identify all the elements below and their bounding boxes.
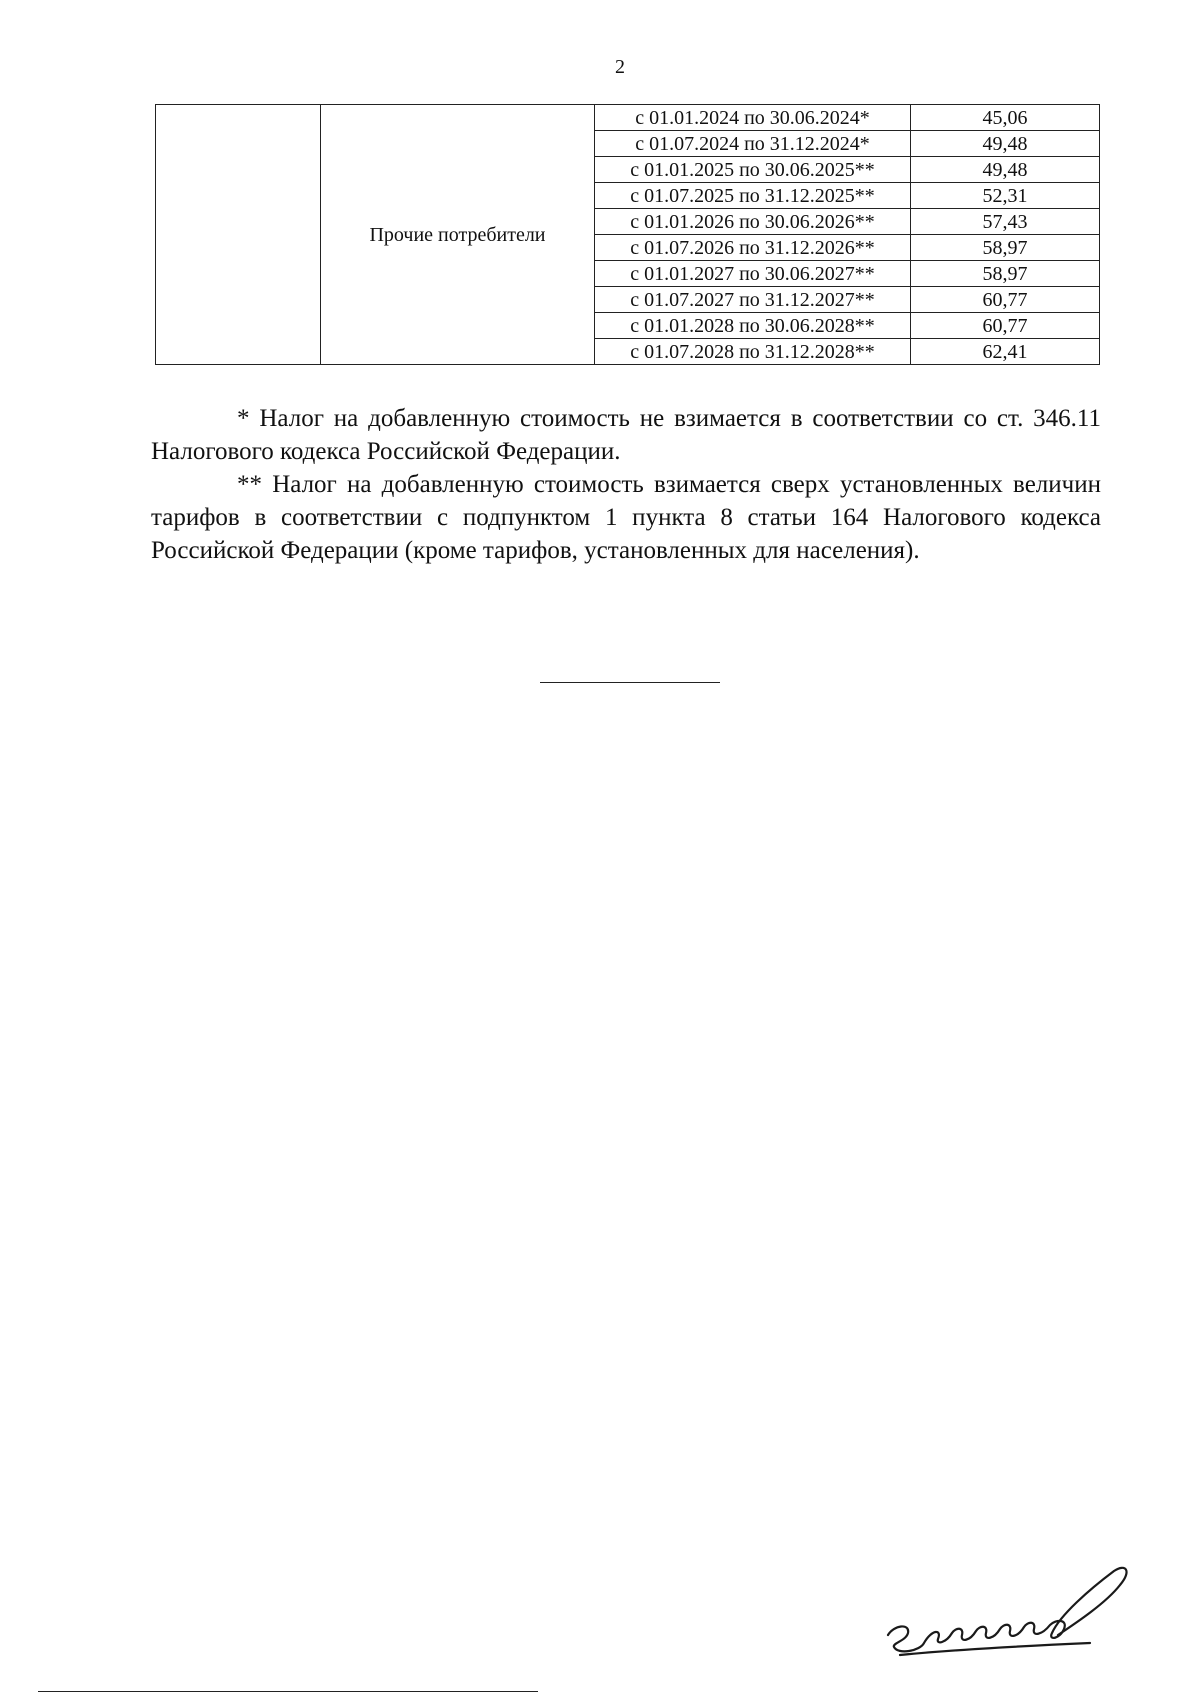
period-cell: с 01.01.2026 по 30.06.2026** xyxy=(595,209,911,235)
footnote-vat-charged: ** Налог на добавленную стоимость взимается сверх установленных величин тарифов в соответствии с подпунктом 1 пункта 8 статьи 164 Налогового кодекса Российской Федерации (кроме тарифов, установленных для населения). xyxy=(151,471,1101,564)
tariff-value-cell: 57,43 xyxy=(911,209,1100,235)
period-cell: с 01.07.2026 по 31.12.2026** xyxy=(595,235,911,261)
tariff-value-cell: 58,97 xyxy=(911,261,1100,287)
footnotes xyxy=(151,402,1101,567)
period-cell: с 01.01.2025 по 30.06.2025** xyxy=(595,157,911,183)
tariff-value-cell: 52,31 xyxy=(911,183,1100,209)
tariff-value-cell: 62,41 xyxy=(911,339,1100,365)
tariff-table-body xyxy=(156,105,1100,365)
period-cell: с 01.07.2024 по 31.12.2024* xyxy=(595,131,911,157)
consumer-group-cell: Прочие потребители xyxy=(321,105,595,365)
period-cell: с 01.07.2025 по 31.12.2025** xyxy=(595,183,911,209)
period-cell: с 01.07.2028 по 31.12.2028** xyxy=(595,339,911,365)
tariff-value-cell: 60,77 xyxy=(911,287,1100,313)
footnote-vat-not-charged: * Налог на добавленную стоимость не взимается в соответствии со ст. 346.11 Налогового кодекса Российской Федерации. xyxy=(151,405,1101,465)
page-number: 2 xyxy=(615,56,625,78)
tariff-value-cell: 60,77 xyxy=(911,313,1100,339)
tariff-value-cell: 45,06 xyxy=(911,105,1100,131)
tariff-value-cell: 49,48 xyxy=(911,157,1100,183)
period-cell: с 01.07.2027 по 31.12.2027** xyxy=(595,287,911,313)
tariff-value-cell: 49,48 xyxy=(911,131,1100,157)
bottom-edge-line xyxy=(38,1691,538,1692)
signature-stroke xyxy=(888,1568,1127,1655)
period-cell: с 01.01.2024 по 30.06.2024* xyxy=(595,105,911,131)
period-cell: с 01.01.2028 по 30.06.2028** xyxy=(595,313,911,339)
tariff-table xyxy=(155,104,1100,365)
period-cell: с 01.01.2027 по 30.06.2027** xyxy=(595,261,911,287)
empty-cell xyxy=(156,105,321,365)
table-row xyxy=(156,105,1100,131)
tariff-value-cell: 58,97 xyxy=(911,235,1100,261)
end-of-text-divider xyxy=(540,682,720,683)
handwritten-signature-icon xyxy=(880,1563,1150,1663)
